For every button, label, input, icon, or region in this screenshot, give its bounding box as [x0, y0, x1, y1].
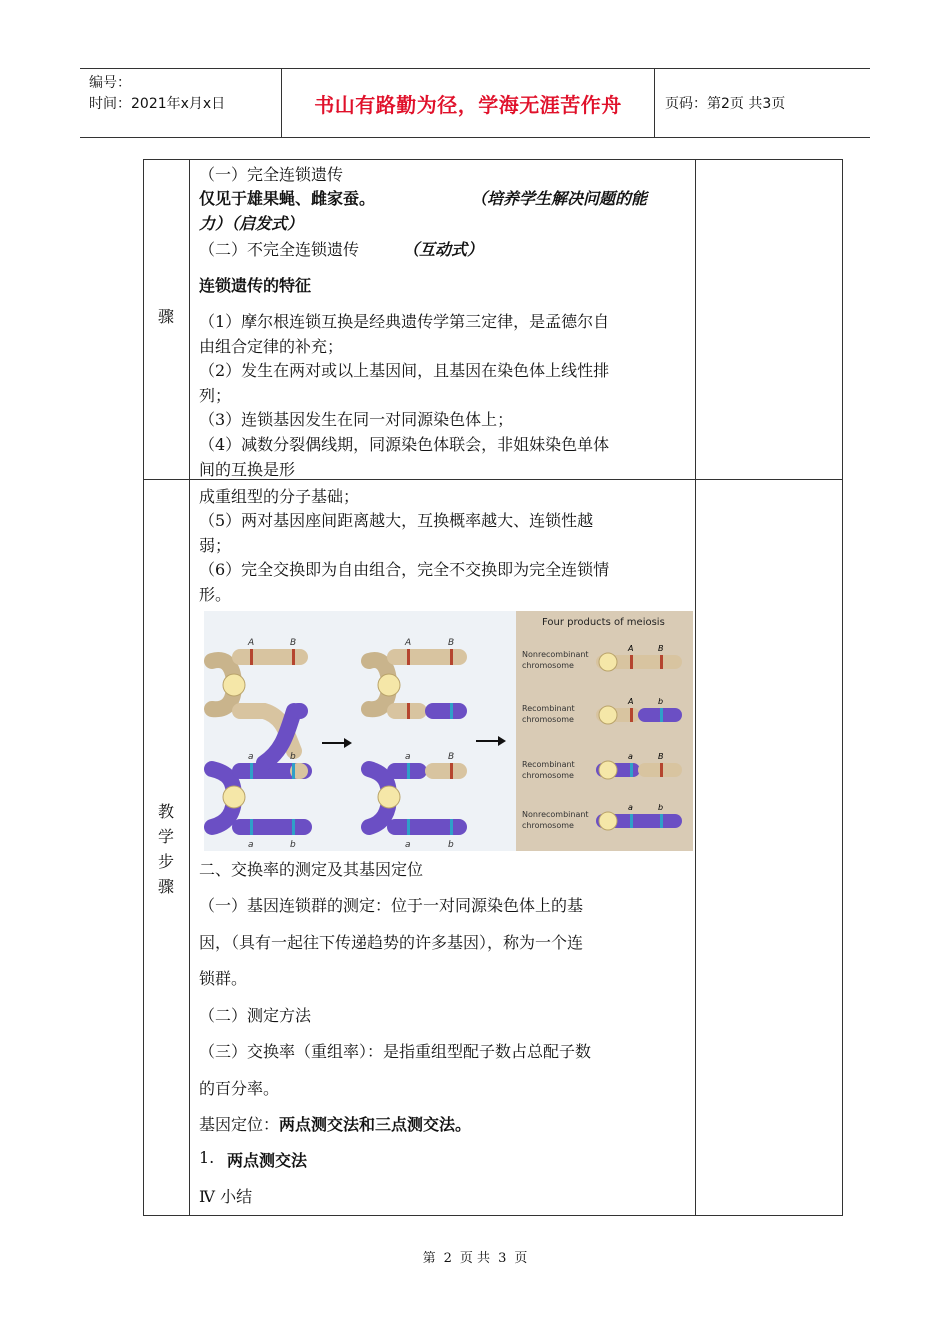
svg-text:A: A	[248, 638, 255, 648]
row1-line11: （4）减数分裂偶线期，同源染色体联会，非姐妹染色单体	[199, 435, 610, 454]
row2-line13a: 基因定位：	[199, 1115, 280, 1134]
row2-line6: 二、交换率的测定及其基因定位	[199, 860, 424, 879]
svg-text:Nonrecombinant: Nonrecombinant	[522, 650, 589, 659]
side-label-top: 骤	[157, 307, 174, 326]
side-label-bottom: 教学步骤	[157, 802, 174, 896]
row2-line15: Ⅳ 小结	[199, 1187, 253, 1206]
row2-line3: 弱；	[199, 536, 232, 555]
svg-text:chromosome: chromosome	[522, 715, 574, 724]
svg-text:b: b	[290, 840, 296, 850]
svg-text:b: b	[290, 752, 296, 762]
footer-mid: 页 共	[459, 1251, 491, 1266]
row1-line4b: （互动式）	[403, 240, 484, 259]
row2-line10: （二）测定方法	[199, 1006, 312, 1025]
row2-line14a: 1.	[199, 1148, 215, 1167]
meiosis-diagram	[204, 611, 693, 851]
row2-line12: 的百分率。	[199, 1079, 280, 1098]
footer-total: 3	[498, 1251, 507, 1266]
page-footer	[0, 1247, 950, 1266]
svg-text:B: B	[290, 638, 297, 648]
document-header	[80, 68, 870, 138]
svg-text:b: b	[658, 803, 664, 812]
lesson-table	[143, 159, 843, 1216]
svg-text:a: a	[628, 803, 633, 812]
svg-text:b: b	[658, 697, 664, 706]
svg-text:chromosome: chromosome	[522, 821, 574, 830]
svg-text:Nonrecombinant: Nonrecombinant	[522, 810, 589, 819]
row1-line10: （3）连锁基因发生在同一对同源染色体上；	[199, 410, 514, 429]
number-label: 编号：	[89, 75, 131, 91]
svg-text:a: a	[628, 752, 633, 761]
svg-text:B: B	[448, 638, 455, 648]
svg-text:a: a	[405, 840, 411, 850]
row2-line13b: 两点测交法和三点测交法。	[279, 1115, 472, 1134]
svg-text:a: a	[405, 752, 411, 762]
row1-line4a: （二）不完全连锁遗传	[199, 240, 360, 259]
svg-text:b: b	[448, 840, 454, 850]
svg-text:chromosome: chromosome	[522, 771, 574, 780]
svg-text:A: A	[405, 638, 412, 648]
row1-line9: 列；	[199, 386, 232, 405]
svg-text:chromosome: chromosome	[522, 661, 574, 670]
footer-prefix: 第	[422, 1251, 436, 1266]
header-meta	[80, 69, 282, 137]
row1-line2b: （培养学生解决问题的能	[471, 189, 648, 208]
svg-text:A: A	[628, 644, 634, 653]
row1-line6: （1）摩尔根连锁互换是经典遗传学第三定律，是孟德尔自	[199, 312, 610, 331]
svg-text:a: a	[248, 752, 254, 762]
row1-line8: （2）发生在两对或以上基因间，且基因在染色体上线性排	[199, 361, 610, 380]
row1-line1: （一）完全连锁遗传	[199, 165, 344, 184]
svg-text:Recombinant: Recombinant	[522, 760, 575, 769]
header-motto: 书山有路勤为径，学海无涯苦作舟	[282, 69, 655, 137]
row2-line11: （三）交换率（重组率）：是指重组型配子数占总配子数	[199, 1042, 592, 1061]
row2-line14b: 两点测交法	[227, 1151, 308, 1170]
row2-line7: （一）基因连锁群的测定：位于一对同源染色体上的基	[199, 896, 584, 915]
meiosis-figure	[204, 611, 693, 851]
row1-line7: 由组合定律的补充；	[199, 337, 344, 356]
row1-line3: 力）（启发式）	[199, 214, 304, 233]
svg-text:a: a	[248, 840, 254, 850]
row2-line1: 成重组型的分子基础；	[199, 487, 360, 506]
row2-line4: （6）完全交换即为自由组合，完全不交换即为完全连锁情	[199, 560, 610, 579]
time-label: 时间：2021年x月x日	[89, 96, 226, 112]
svg-text:B: B	[658, 644, 664, 653]
row2-line5: 形。	[199, 585, 232, 604]
products-title: Four products of meiosis	[542, 617, 665, 628]
row2-line9: 锁群。	[199, 969, 248, 988]
row2-line8: 因，（具有一起往下传递趋势的许多基因），称为一个连	[199, 933, 584, 952]
header-page-code: 页码：第2页 共3页	[665, 96, 786, 112]
svg-text:A: A	[628, 697, 634, 706]
footer-suffix: 页	[514, 1251, 528, 1266]
footer-page: 2	[443, 1251, 452, 1266]
row1-line5: 连锁遗传的特征	[199, 276, 312, 295]
row1-line2a: 仅见于雄果蝇、雌家蚕。	[199, 189, 376, 208]
svg-text:B: B	[658, 752, 664, 761]
row1-line12: 间的互换是形	[199, 460, 296, 479]
svg-text:B: B	[448, 752, 455, 762]
row2-line2: （5）两对基因座间距离越大，互换概率越大、连锁性越	[199, 511, 594, 530]
svg-text:Recombinant: Recombinant	[522, 704, 575, 713]
